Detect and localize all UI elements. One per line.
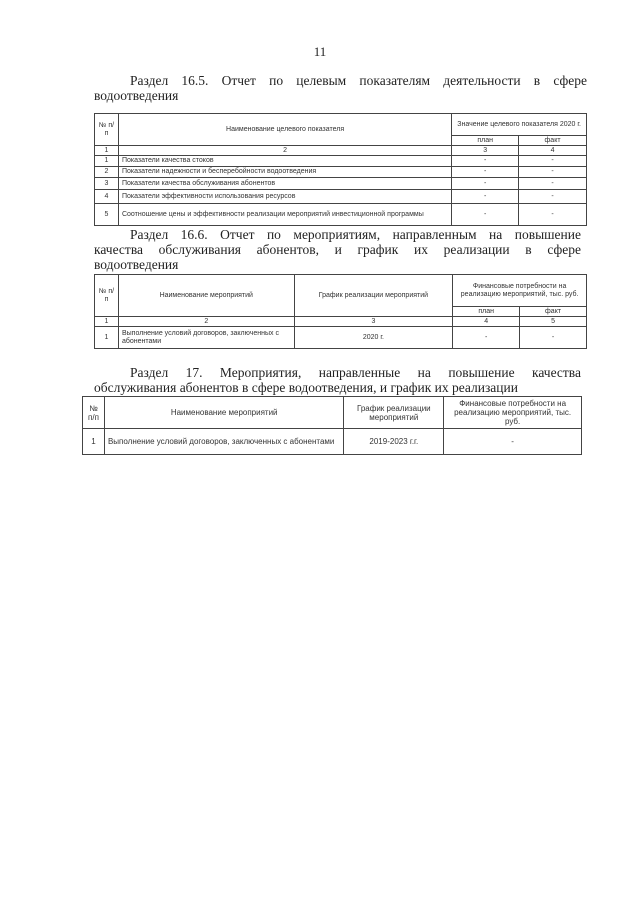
- row-name: Показатели эффективности использования ресурсов: [118, 190, 451, 204]
- row-name: Выполнение условий договоров, заключенных с абонентами: [118, 327, 294, 349]
- row-name: Соотношение цены и эффективности реализации мероприятий инвестиционной программы: [118, 204, 451, 226]
- header-finance: Финансовые потребности на реализацию мероприятий, тыс. руб.: [453, 275, 587, 307]
- header-fact: факт: [519, 136, 587, 146]
- row-fact: -: [519, 167, 587, 178]
- heading-line: качества обслуживания абонентов, и график их реализации в сфере: [94, 242, 581, 257]
- index-cell: 4: [519, 146, 587, 156]
- index-cell: 2: [118, 146, 451, 156]
- page-number: 11: [313, 44, 327, 59]
- row-finance: -: [444, 429, 582, 455]
- row-name: Показатели качества обслуживания абонентов: [118, 178, 451, 190]
- row-name: Показатели качества стоков: [118, 156, 451, 167]
- row-fact: -: [519, 190, 587, 204]
- index-cell: 3: [294, 317, 453, 327]
- heading-line: обслуживания абонентов в сфере водоотведения, и график их реализации: [94, 380, 518, 395]
- header-schedule: График реализации мероприятий: [344, 397, 444, 429]
- index-cell: 3: [452, 146, 519, 156]
- activities-report-table: [94, 274, 587, 349]
- row-name: Показатели надежности и бесперебойности водоотведения: [118, 167, 451, 178]
- table-row: [95, 204, 587, 226]
- header-plan: план: [453, 307, 520, 317]
- header-activity-name: Наименование мероприятий: [104, 397, 343, 429]
- header-indicator-name: Наименование целевого показателя: [118, 114, 451, 146]
- row-plan: -: [452, 156, 519, 167]
- heading-line: водоотведения: [94, 88, 179, 103]
- index-cell: 4: [453, 317, 520, 327]
- table-row: [83, 429, 582, 455]
- row-num: 4: [95, 190, 119, 204]
- table-row: [95, 167, 587, 178]
- row-plan: -: [452, 190, 519, 204]
- index-cell: 5: [520, 317, 587, 327]
- row-num: 2: [95, 167, 119, 178]
- table-row: [95, 178, 587, 190]
- index-row: [95, 317, 587, 327]
- row-fact: -: [519, 204, 587, 226]
- index-cell: 1: [95, 317, 119, 327]
- header-num: № п/п: [95, 114, 119, 146]
- row-schedule: 2019-2023 г.г.: [344, 429, 444, 455]
- row-fact: -: [519, 178, 587, 190]
- header-finance: Финансовые потребности на реализацию мероприятий, тыс. руб.: [444, 397, 582, 429]
- header-schedule: График реализации мероприятий: [294, 275, 453, 317]
- table-row: [95, 156, 587, 167]
- row-num: 1: [95, 327, 119, 349]
- row-plan: -: [452, 178, 519, 190]
- index-row: [95, 146, 587, 156]
- section-16-6-heading: [94, 227, 581, 272]
- row-num: 1: [95, 156, 119, 167]
- heading-line: Раздел 17. Мероприятия, направленные на повышение качества: [130, 365, 581, 380]
- activities-plan-table: [82, 396, 582, 455]
- row-fact: -: [520, 327, 587, 349]
- table-row: [95, 190, 587, 204]
- index-cell: 1: [95, 146, 119, 156]
- row-num: 5: [95, 204, 119, 226]
- row-plan: -: [452, 204, 519, 226]
- section-16-5-heading: [94, 73, 587, 103]
- row-fact: -: [519, 156, 587, 167]
- row-num: 1: [83, 429, 105, 455]
- target-indicators-table: [94, 113, 587, 226]
- heading-line: водоотведения: [94, 257, 179, 272]
- row-plan: -: [453, 327, 520, 349]
- header-num: № п/п: [95, 275, 119, 317]
- table-row: [95, 327, 587, 349]
- header-num: № п/п: [83, 397, 105, 429]
- row-schedule: 2020 г.: [294, 327, 453, 349]
- row-plan: -: [452, 167, 519, 178]
- header-indicator-value: Значение целевого показателя 2020 г.: [452, 114, 587, 136]
- header-fact: факт: [520, 307, 587, 317]
- row-num: 3: [95, 178, 119, 190]
- row-name: Выполнение условий договоров, заключенных с абонентами: [104, 429, 343, 455]
- heading-line: Раздел 16.6. Отчет по мероприятиям, направленным на повышение: [130, 227, 581, 242]
- section-17-heading: [94, 365, 581, 395]
- heading-line: Раздел 16.5. Отчет по целевым показателям деятельности в сфере: [130, 73, 587, 88]
- header-plan: план: [452, 136, 519, 146]
- header-activity-name: Наименование мероприятий: [118, 275, 294, 317]
- index-cell: 2: [118, 317, 294, 327]
